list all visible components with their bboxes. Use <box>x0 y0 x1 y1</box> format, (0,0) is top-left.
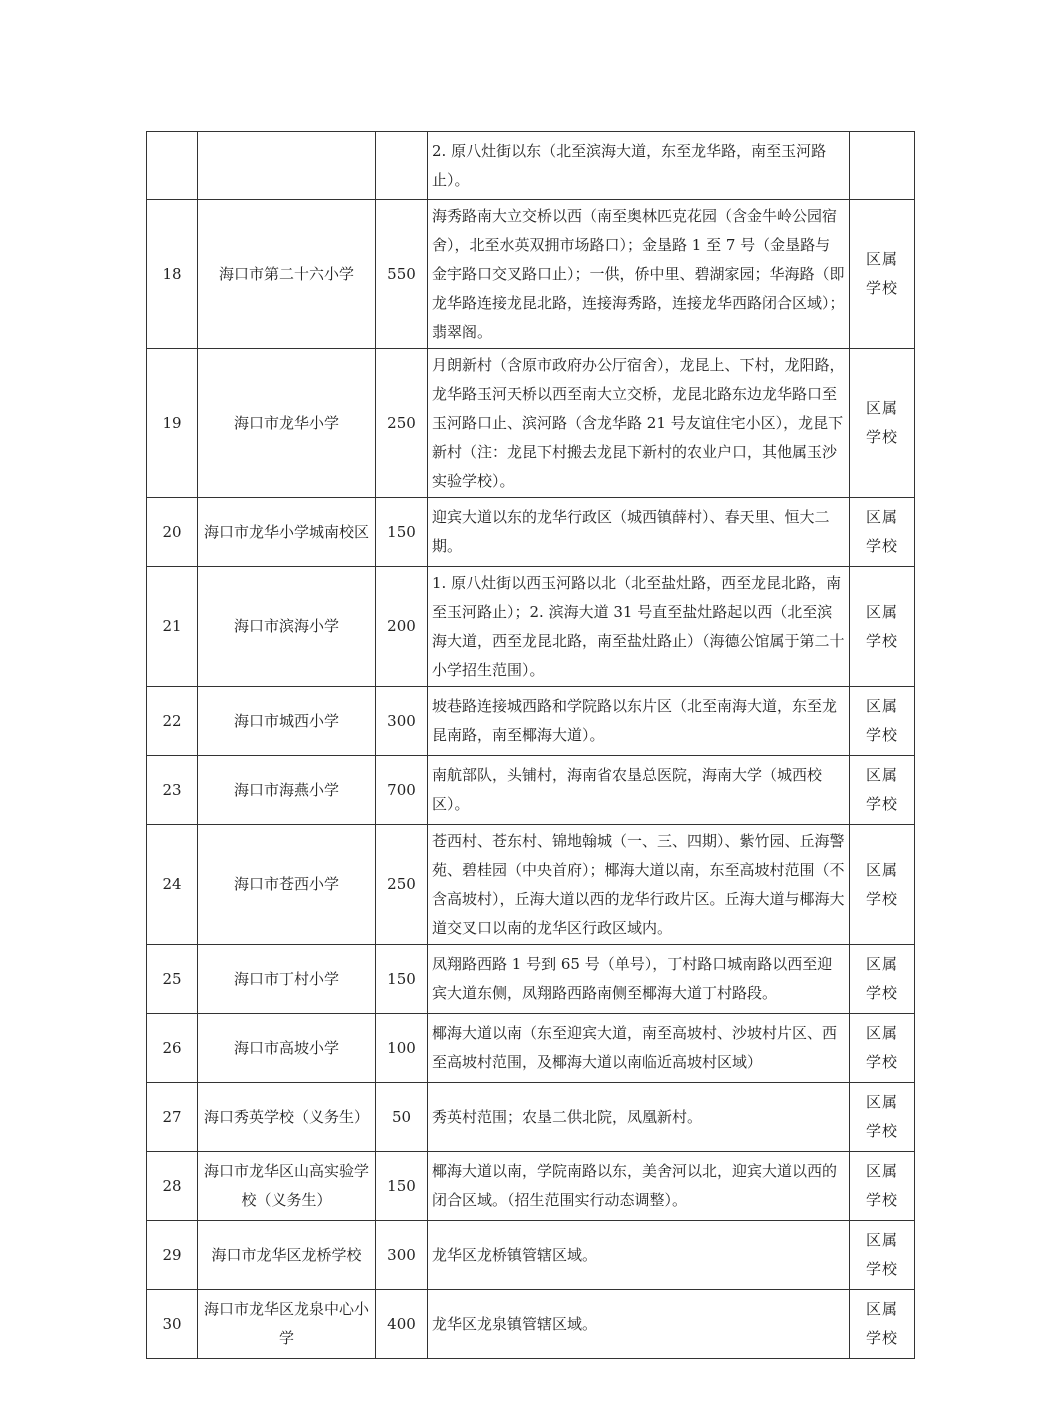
school-name-cell: 海口市城西小学 <box>198 687 376 756</box>
row-number-cell: 30 <box>147 1290 198 1359</box>
table-row <box>147 825 915 945</box>
enrollment-table <box>146 131 915 1359</box>
enrollment-area-cell: 迎宾大道以东的龙华行政区（城西镇薛村）、春天里、恒大二期。 <box>428 498 850 567</box>
row-number-cell: 26 <box>147 1014 198 1083</box>
row-number-cell <box>147 132 198 200</box>
school-name-cell: 海口市龙华区龙桥学校 <box>198 1221 376 1290</box>
school-name-cell: 海口市龙华小学城南校区 <box>198 498 376 567</box>
enrollment-area-cell: 南航部队，头铺村，海南省农垦总医院，海南大学（城西校区）。 <box>428 756 850 825</box>
row-number-cell: 20 <box>147 498 198 567</box>
row-number-cell: 24 <box>147 825 198 945</box>
enrollment-area-cell: 秀英村范围；农垦二供北院，凤凰新村。 <box>428 1083 850 1152</box>
school-name-cell: 海口市龙华区山高实验学校（义务生） <box>198 1152 376 1221</box>
row-number-cell: 23 <box>147 756 198 825</box>
enrollment-area-cell: 椰海大道以南，学院南路以东，美舍河以北，迎宾大道以西的闭合区域。（招生范围实行动态调整）。 <box>428 1152 850 1221</box>
school-type-cell: 区属学校 <box>850 1221 915 1290</box>
row-number-cell: 28 <box>147 1152 198 1221</box>
quota-cell: 400 <box>376 1290 428 1359</box>
row-number-cell: 25 <box>147 945 198 1014</box>
table-row <box>147 1014 915 1083</box>
school-type-cell: 区属学校 <box>850 1083 915 1152</box>
school-type-cell <box>850 132 915 200</box>
school-name-cell: 海口秀英学校（义务生） <box>198 1083 376 1152</box>
table-row <box>147 687 915 756</box>
table-row <box>147 945 915 1014</box>
table-row <box>147 756 915 825</box>
enrollment-area-cell: 凤翔路西路 1 号到 65 号（单号），丁村路口城南路以西至迎宾大道东侧，凤翔路西路南侧至椰海大道丁村路段。 <box>428 945 850 1014</box>
quota-cell: 150 <box>376 1152 428 1221</box>
school-type-cell: 区属学校 <box>850 756 915 825</box>
enrollment-area-cell: 龙华区龙泉镇管辖区域。 <box>428 1290 850 1359</box>
table-row <box>147 498 915 567</box>
table-body <box>147 132 915 1359</box>
school-type-cell: 区属学校 <box>850 1290 915 1359</box>
enrollment-area-cell: 苍西村、苍东村、锦地翰城（一、三、四期）、紫竹园、丘海警苑、碧桂园（中央首府）；椰海大道以南，东至高坡村范围（不含高坡村），丘海大道以西的龙华行政片区。丘海大道与椰海大道交叉口以南的龙华区行政区域内。 <box>428 825 850 945</box>
quota-cell: 300 <box>376 687 428 756</box>
table-row <box>147 1083 915 1152</box>
school-name-cell <box>198 132 376 200</box>
quota-cell <box>376 132 428 200</box>
school-type-cell: 区属学校 <box>850 567 915 687</box>
quota-cell: 50 <box>376 1083 428 1152</box>
school-type-cell: 区属学校 <box>850 1152 915 1221</box>
enrollment-area-cell: 海秀路南大立交桥以西（南至奥林匹克花园（含金牛岭公园宿舍），北至水英双拥市场路口）；金垦路 1 至 7 号（金垦路与金宇路口交叉路口止）；一供，侨中里、碧湖家园；华海路（即龙华路连接龙昆北路，连接海秀路，连接龙华西路闭合区域）；翡翠阁。 <box>428 200 850 349</box>
school-type-cell: 区属学校 <box>850 945 915 1014</box>
quota-cell: 550 <box>376 200 428 349</box>
quota-cell: 700 <box>376 756 428 825</box>
school-name-cell: 海口市滨海小学 <box>198 567 376 687</box>
row-number-cell: 27 <box>147 1083 198 1152</box>
table-row <box>147 1290 915 1359</box>
enrollment-area-cell: 月朗新村（含原市政府办公厅宿舍），龙昆上、下村，龙阳路，龙华路玉河天桥以西至南大立交桥，龙昆北路东边龙华路口至玉河路口止、滨河路（含龙华路 21 号友谊住宅小区），龙昆下新村（注：龙昆下村搬去龙昆下新村的农业户口，其他属玉沙实验学校）。 <box>428 349 850 498</box>
school-type-cell: 区属学校 <box>850 1014 915 1083</box>
school-name-cell: 海口市高坡小学 <box>198 1014 376 1083</box>
table-row <box>147 1152 915 1221</box>
school-type-cell: 区属学校 <box>850 498 915 567</box>
enrollment-area-cell: 1. 原八灶街以西玉河路以北（北至盐灶路，西至龙昆北路，南至玉河路止）；2. 滨海大道 31 号直至盐灶路起以西（北至滨海大道，西至龙昆北路，南至盐灶路止）（海德公馆属于第二十小学招生范围）。 <box>428 567 850 687</box>
table-row <box>147 567 915 687</box>
table-row <box>147 132 915 200</box>
table-row <box>147 1221 915 1290</box>
school-name-cell: 海口市海燕小学 <box>198 756 376 825</box>
row-number-cell: 18 <box>147 200 198 349</box>
school-name-cell: 海口市龙华区龙泉中心小学 <box>198 1290 376 1359</box>
quota-cell: 250 <box>376 825 428 945</box>
row-number-cell: 19 <box>147 349 198 498</box>
quota-cell: 150 <box>376 945 428 1014</box>
school-name-cell: 海口市龙华小学 <box>198 349 376 498</box>
row-number-cell: 21 <box>147 567 198 687</box>
quota-cell: 150 <box>376 498 428 567</box>
school-type-cell: 区属学校 <box>850 349 915 498</box>
school-name-cell: 海口市第二十六小学 <box>198 200 376 349</box>
table-row <box>147 349 915 498</box>
quota-cell: 250 <box>376 349 428 498</box>
school-type-cell: 区属学校 <box>850 825 915 945</box>
quota-cell: 200 <box>376 567 428 687</box>
row-number-cell: 22 <box>147 687 198 756</box>
row-number-cell: 29 <box>147 1221 198 1290</box>
enrollment-area-cell: 椰海大道以南（东至迎宾大道，南至高坡村、沙坡村片区、西至高坡村范围，及椰海大道以南临近高坡村区域） <box>428 1014 850 1083</box>
enrollment-area-cell: 龙华区龙桥镇管辖区域。 <box>428 1221 850 1290</box>
school-name-cell: 海口市丁村小学 <box>198 945 376 1014</box>
quota-cell: 300 <box>376 1221 428 1290</box>
school-type-cell: 区属学校 <box>850 200 915 349</box>
school-type-cell: 区属学校 <box>850 687 915 756</box>
enrollment-area-cell: 2. 原八灶街以东（北至滨海大道，东至龙华路，南至玉河路止）。 <box>428 132 850 200</box>
school-name-cell: 海口市苍西小学 <box>198 825 376 945</box>
table-row <box>147 200 915 349</box>
enrollment-area-cell: 坡巷路连接城西路和学院路以东片区（北至南海大道，东至龙昆南路，南至椰海大道）。 <box>428 687 850 756</box>
quota-cell: 100 <box>376 1014 428 1083</box>
